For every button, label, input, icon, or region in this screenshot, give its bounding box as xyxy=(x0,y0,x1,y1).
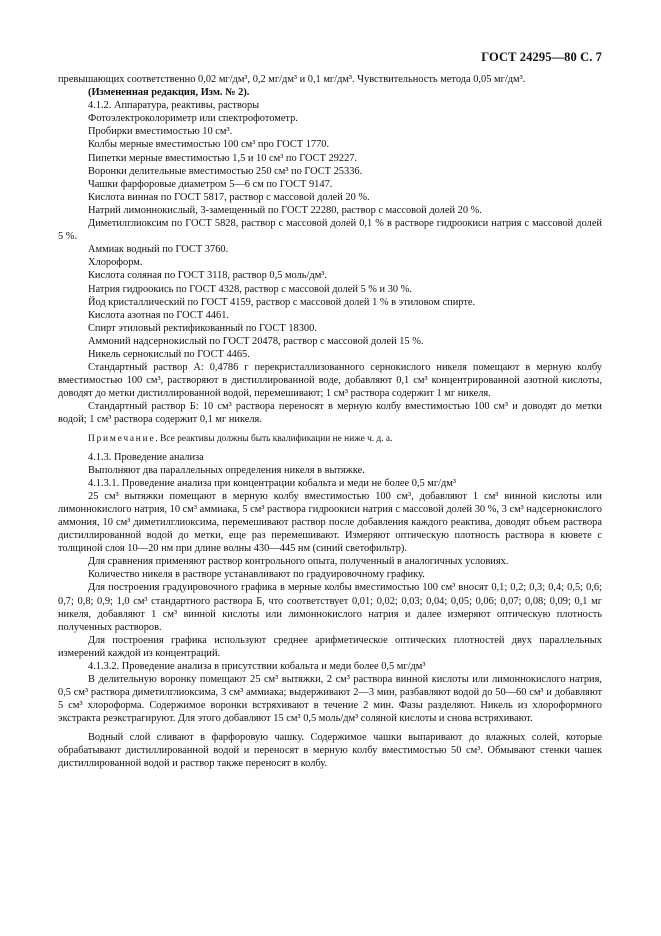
running-header: ГОСТ 24295—80 С. 7 xyxy=(481,50,602,64)
paragraph: Воронки делительные вместимостью 250 см³ по ГОСТ 25336. xyxy=(88,165,363,177)
paragraph: Фотоэлектроколориметр или спектрофотометр. xyxy=(88,113,298,125)
paragraph: Чашки фарфоровые диаметром 5—6 см по ГОСТ 9147. xyxy=(88,178,333,190)
paragraph: 25 см³ вытяжки помещают в мерную колбу вместимостью 100 см³, добавляют 1 см³ винной кислоты или лимоннокислого натрия, 10 см³ аммиака, 5 см³ раствора гидроокиси натрия с массовой долей 30 %, 3 см³ надсернокислого аммония, 10 см³ диметилглиоксима, перемешивают раствор после добавления каждого реактива, доводят объем раствора дистиллированной водой до метки, еще раз перемешивают. Измеряют оптическую плотность раствора в кювете с толщиной слоя 10—20 нм при длине волны 430—445 нм (синий светофильтр). xyxy=(58,490,602,555)
paragraph: 4.1.2. Аппаратура, реактивы, растворы xyxy=(88,100,260,112)
paragraph: Натрия гидроокись по ГОСТ 4328, раствор с массовой долей 5 % и 30 %. xyxy=(88,283,412,295)
paragraph: Колбы мерные вместимостью 100 см³ про ГОСТ 1770. xyxy=(88,139,330,151)
paragraph: 4.1.3. Проведение анализа xyxy=(88,451,204,463)
paragraph: Кислота азотная по ГОСТ 4461. xyxy=(88,309,230,321)
paragraph: (Измененная редакция, Изм. № 2). xyxy=(88,87,250,99)
paragraph: Спирт этиловый ректификованный по ГОСТ 18300. xyxy=(88,322,317,334)
paragraph: Выполняют два параллельных определения никеля в вытяжке. xyxy=(88,464,365,476)
paragraph: 4.1.3.1. Проведение анализа при концентрации кобальта и меди не более 0,5 мг/дм³ xyxy=(88,477,456,489)
paragraph: Натрий лимоннокислый, 3-замещенный по ГОСТ 22280, раствор с массовой долей 20 %. xyxy=(88,204,482,216)
paragraph: Диметилглиоксим по ГОСТ 5828, раствор с массовой долей 0,1 % в растворе гидроокиси натрия с массовой долей 5 %. xyxy=(58,218,602,243)
paragraph: Никель сернокислый по ГОСТ 4465. xyxy=(88,348,250,360)
section-reagents xyxy=(58,73,602,427)
document-body xyxy=(58,73,602,770)
paragraph: Водный слой сливают в фарфоровую чашку. Содержимое чашки выпаривают до влажных солей, которые обрабатывают дистиллированной водой и переносят в мерную колбу вместимостью 50 см³. Обмывают стенки чашек дистиллированной водой и раствор также переносят в колбу. xyxy=(58,731,602,769)
paragraph: Йод кристаллический по ГОСТ 4159, раствор с массовой долей 1 % в этиловом спирте. xyxy=(88,296,476,308)
paragraph: Для построения графика используют среднее арифметическое оптических плотностей двух параллельных измерений каждой из концентраций. xyxy=(58,634,602,659)
paragraph: Аммоний надсернокислый по ГОСТ 20478, раствор с массовой долей 15 %. xyxy=(88,335,424,347)
paragraph: Стандартный раствор Б: 10 см³ раствора переносят в мерную колбу вместимостью 100 см³ и доводят до метки водой; 1 см³ раствора содержит 0,1 мг никеля. xyxy=(58,401,602,426)
paragraph: Кислота соляная по ГОСТ 3118, раствор 0,5 моль/дм³. xyxy=(88,270,327,282)
note-text: . Все реактивы должны быть квалификации не ниже ч. д. а. xyxy=(155,433,393,444)
paragraph: 4.1.3.2. Проведение анализа в присутствии кобальта и меди более 0,5 мг/дм³ xyxy=(88,661,426,673)
paragraph: Хлороформ. xyxy=(88,257,143,269)
paragraph: Количество никеля в растворе устанавливают по градуировочному графику. xyxy=(88,569,425,581)
paragraph: Для сравнения применяют раствор контрольного опыта, полученный в аналогичных условиях. xyxy=(88,556,509,568)
paragraph: Стандартный раствор А: 0,4786 г перекристаллизованного сернокислого никеля помещают в мерную колбу вместимостью 100 см³, растворяют в дистиллированной воде, добавляют 0,1 см³ концентрированной азотной кислоты, доводят до метки дистиллированной водой, перемешивают; 1 см³ раствора содержит 1 мг никеля. xyxy=(58,362,602,400)
paragraph: Для построения градуировочного графика в мерные колбы вместимостью 100 см³ вносят 0,1; 0,2; 0,3; 0,4; 0,5; 0,6; 0,7; 0,8; 0,9; 1,0 см³ стандартного раствора Б, что соответствует 0,01; 0,02; 0,03; 0,04; 0,05; 0,06; 0,07; 0,08; 0,09; 0,1 мг никеля, добавляют 1 см³ винной кислоты или лимоннокислого натрия и далее измеряют оптическую плотность полученных растворов. xyxy=(58,582,602,633)
note-paragraph xyxy=(58,433,602,445)
paragraph: превышающих соответственно 0,02 мг/дм³, 0,2 мг/дм³ и 0,1 мг/дм³. Чувствительность метода 0,05 мг/дм³. xyxy=(58,74,526,85)
paragraph: Аммиак водный по ГОСТ 3760. xyxy=(88,244,229,256)
paragraph: Пипетки мерные вместимостью 1,5 и 10 см³ по ГОСТ 29227. xyxy=(88,152,358,164)
section-analysis xyxy=(58,451,602,770)
paragraph: Кислота винная по ГОСТ 5817, раствор с массовой долей 20 %. xyxy=(88,191,370,203)
paragraph: Пробирки вместимостью 10 см³. xyxy=(88,126,233,138)
note-label: Примечание xyxy=(88,433,156,444)
paragraph: В делительную воронку помещают 25 см³ вытяжки, 2 см³ раствора винной кислоты или лимоннокислого натрия, 0,5 см³ раствора диметилглиоксима, 3 см³ аммиака; выдерживают 2—3 мин, разбавляют водой до 50—60 см³ и добавляют 5 см³ хлороформа. Содержимое воронки встряхивают в течение 2 мин. Фазы разделяют. Никель из хлороформного экстракта реэкстрагируют. Для этого добавляют 15 см³ 0,5 моль/дм³ соляной кислоты и снова встряхивают. xyxy=(58,674,602,725)
